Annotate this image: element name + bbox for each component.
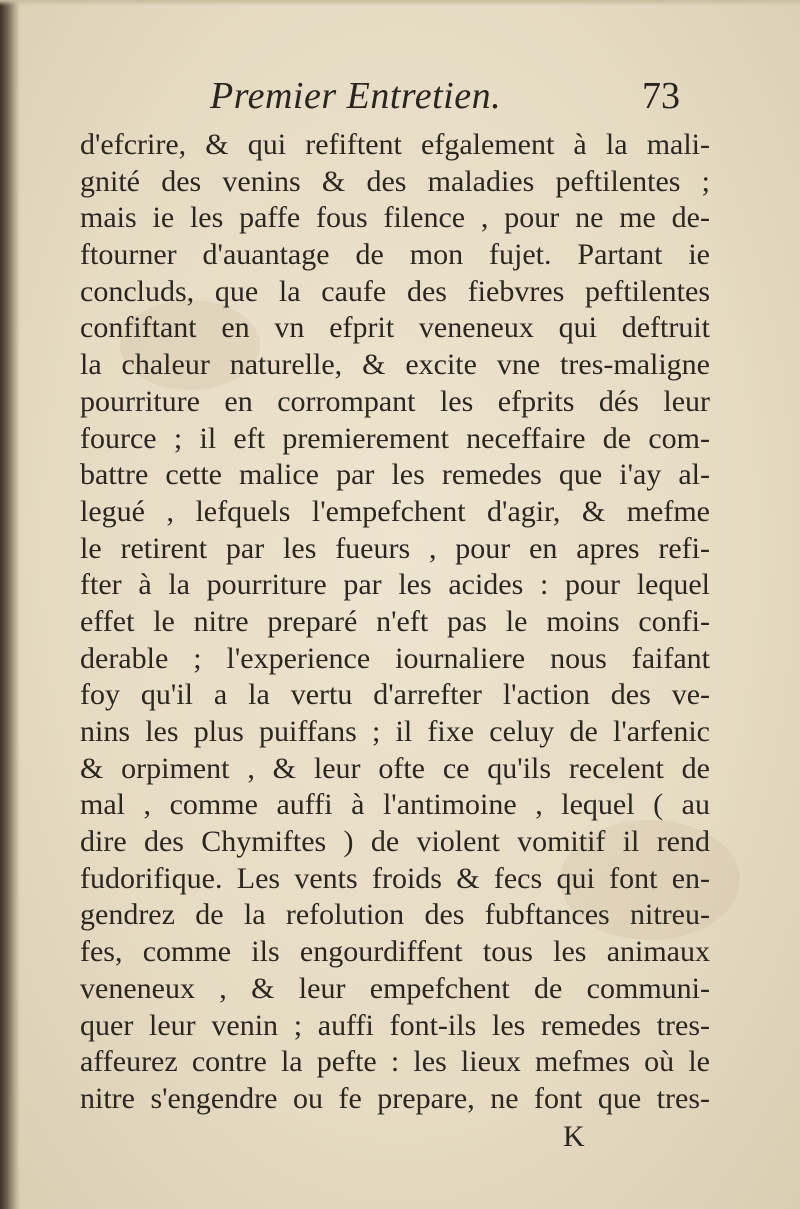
text-line: gnité des venins & des maladies peftilentes ; bbox=[80, 164, 710, 198]
text-line: fudorifique. Les vents froids & fecs qui font en- bbox=[80, 861, 710, 895]
text-line: battre cette malice par les remedes que i'ay al- bbox=[80, 458, 710, 492]
text-line: gendrez de la refolution des fubftances nitreu- bbox=[80, 898, 710, 932]
text-line: le retirent par les fueurs , pour en apres refi- bbox=[80, 531, 710, 565]
text-line: affeurez contre la pefte : les lieux mefmes où le bbox=[80, 1045, 710, 1079]
text-line: effet le nitre preparé n'eft pas le moins confi- bbox=[80, 604, 710, 638]
page-number: 73 bbox=[642, 75, 680, 117]
text-line: ftourner d'auantage de mon fujet. Partant ie bbox=[80, 238, 710, 272]
page-top-edge bbox=[0, 0, 800, 6]
text-line: concluds, que la caufe des fiebvres peftilentes bbox=[80, 274, 710, 308]
text-line: nins les plus puiffans ; il fixe celuy de l'arfenic bbox=[80, 715, 710, 748]
text-line: derable ; l'experience iournaliere nous faifant bbox=[80, 641, 710, 675]
text-line: pourriture en corrompant les efprits dés leur bbox=[80, 384, 710, 418]
text-line: dire des Chymiftes ) de violent vomitif il rend bbox=[80, 825, 710, 859]
text-line: nitre s'engendre ou fe prepare, ne font que tres- bbox=[80, 1081, 710, 1115]
text-line: mais ie les paffe fous filence , pour ne me de- bbox=[80, 201, 710, 235]
text-line: fter à la pourriture par les acides : pour lequel bbox=[80, 568, 710, 602]
text-line: confiftant en vn efprit veneneux qui deftruit bbox=[80, 311, 710, 345]
body-text bbox=[80, 127, 710, 1118]
text-line: legué , lefquels l'empefchent d'agir, & mefme bbox=[80, 494, 710, 528]
text-line: la chaleur naturelle, & excite vne tres-maligne bbox=[80, 348, 710, 382]
text-line: mal , comme auffi à l'antimoine , lequel ( au bbox=[80, 788, 710, 822]
text-line: veneneux , & leur empefchent de communi- bbox=[80, 971, 710, 1005]
signature-mark: K bbox=[563, 1120, 585, 1153]
text-line: foy qu'il a la vertu d'arrefter l'action des ve- bbox=[80, 678, 710, 712]
running-title: Premier Entretien. bbox=[210, 75, 502, 117]
text-line: fes, comme ils engourdiffent tous les animaux bbox=[80, 935, 710, 969]
running-head bbox=[80, 70, 710, 130]
page-binding-edge bbox=[0, 0, 20, 1209]
text-line: & orpiment , & leur ofte ce qu'ils recelent de bbox=[80, 751, 710, 785]
text-line: quer leur venin ; auffi font-ils les remedes tres- bbox=[80, 1008, 710, 1042]
text-line: d'efcrire, & qui refiftent efgalement à la mali- bbox=[80, 128, 710, 161]
text-line: fource ; il eft premierement neceffaire de com- bbox=[80, 421, 710, 455]
